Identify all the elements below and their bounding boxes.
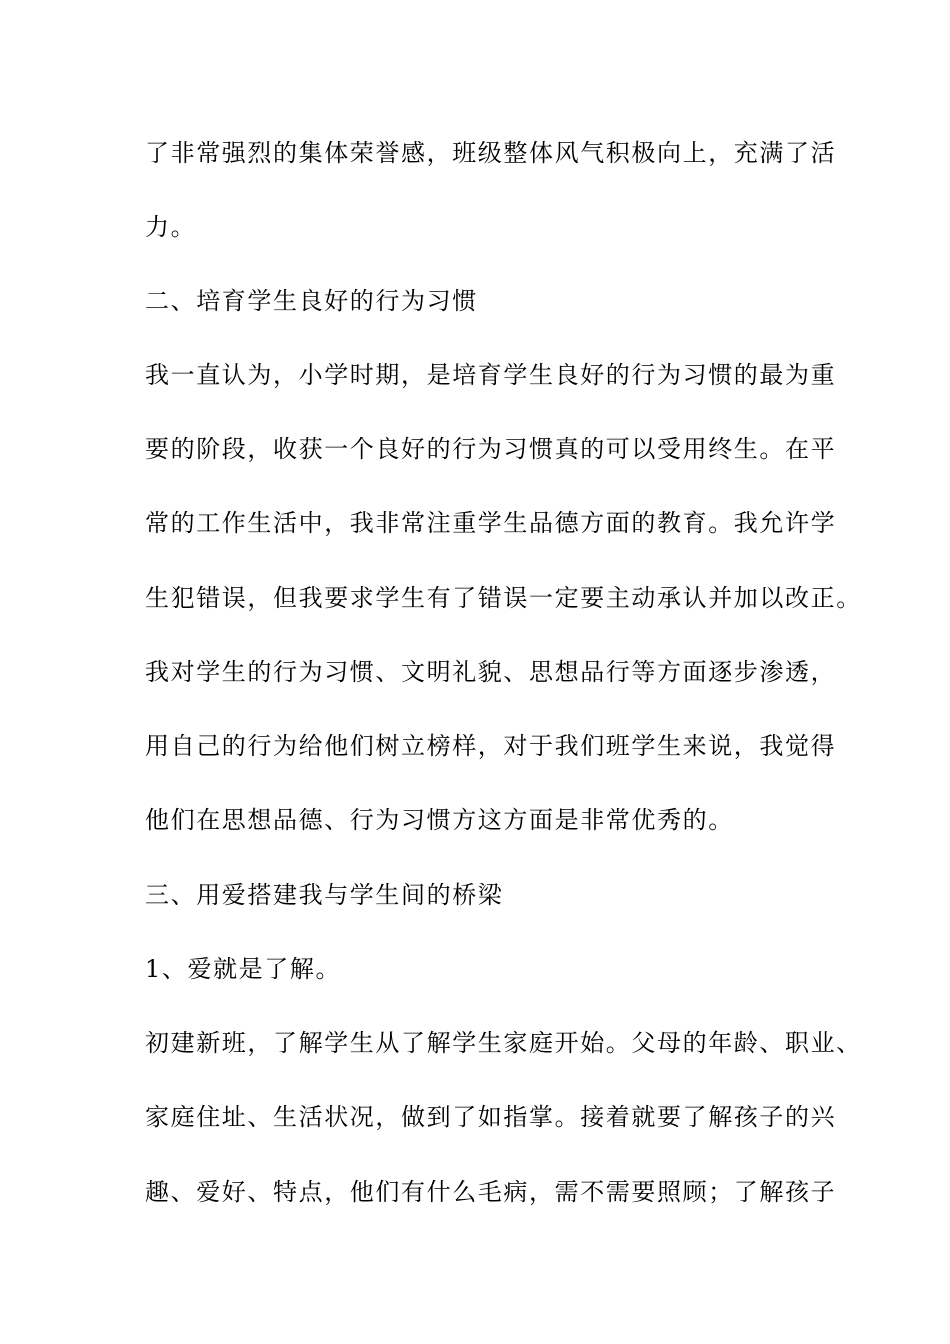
section-heading: 三、用爱搭建我与学生间的桥梁 (145, 881, 504, 909)
paragraph-line: 家庭住址、生活状况，做到了如指掌。接着就要了解孩子的兴 (145, 1103, 837, 1131)
section-heading: 二、培育学生良好的行为习惯 (145, 287, 478, 315)
paragraph-line: 趣、爱好、特点，他们有什么毛病，需不需要照顾；了解孩子 (145, 1178, 837, 1206)
paragraph-line: 了非常强烈的集体荣誉感，班级整体风气积极向上，充满了活 (145, 139, 837, 167)
paragraph-line: 他们在思想品德、行为习惯方这方面是非常优秀的。 (145, 806, 734, 834)
paragraph-line: 用自己的行为给他们树立榜样，对于我们班学生来说，我觉得 (145, 732, 837, 760)
paragraph-line: 我一直认为，小学时期，是培育学生良好的行为习惯的最为重 (145, 361, 837, 389)
paragraph-line: 要的阶段，收获一个良好的行为习惯真的可以受用终生。在平 (145, 435, 837, 463)
paragraph-line: 常的工作生活中，我非常注重学生品德方面的教育。我允许学 (145, 509, 837, 537)
paragraph-line: 力。 (145, 213, 197, 241)
paragraph-line: 生犯错误，但我要求学生有了错误一定要主动承认并加以改正。 (145, 584, 862, 612)
subsection-heading: 1、爱就是了解。 (145, 955, 342, 983)
paragraph-line: 我对学生的行为习惯、文明礼貌、思想品行等方面逐步渗透， (145, 658, 837, 686)
paragraph-line: 初建新班，了解学生从了解学生家庭开始。父母的年龄、职业、 (145, 1029, 862, 1057)
